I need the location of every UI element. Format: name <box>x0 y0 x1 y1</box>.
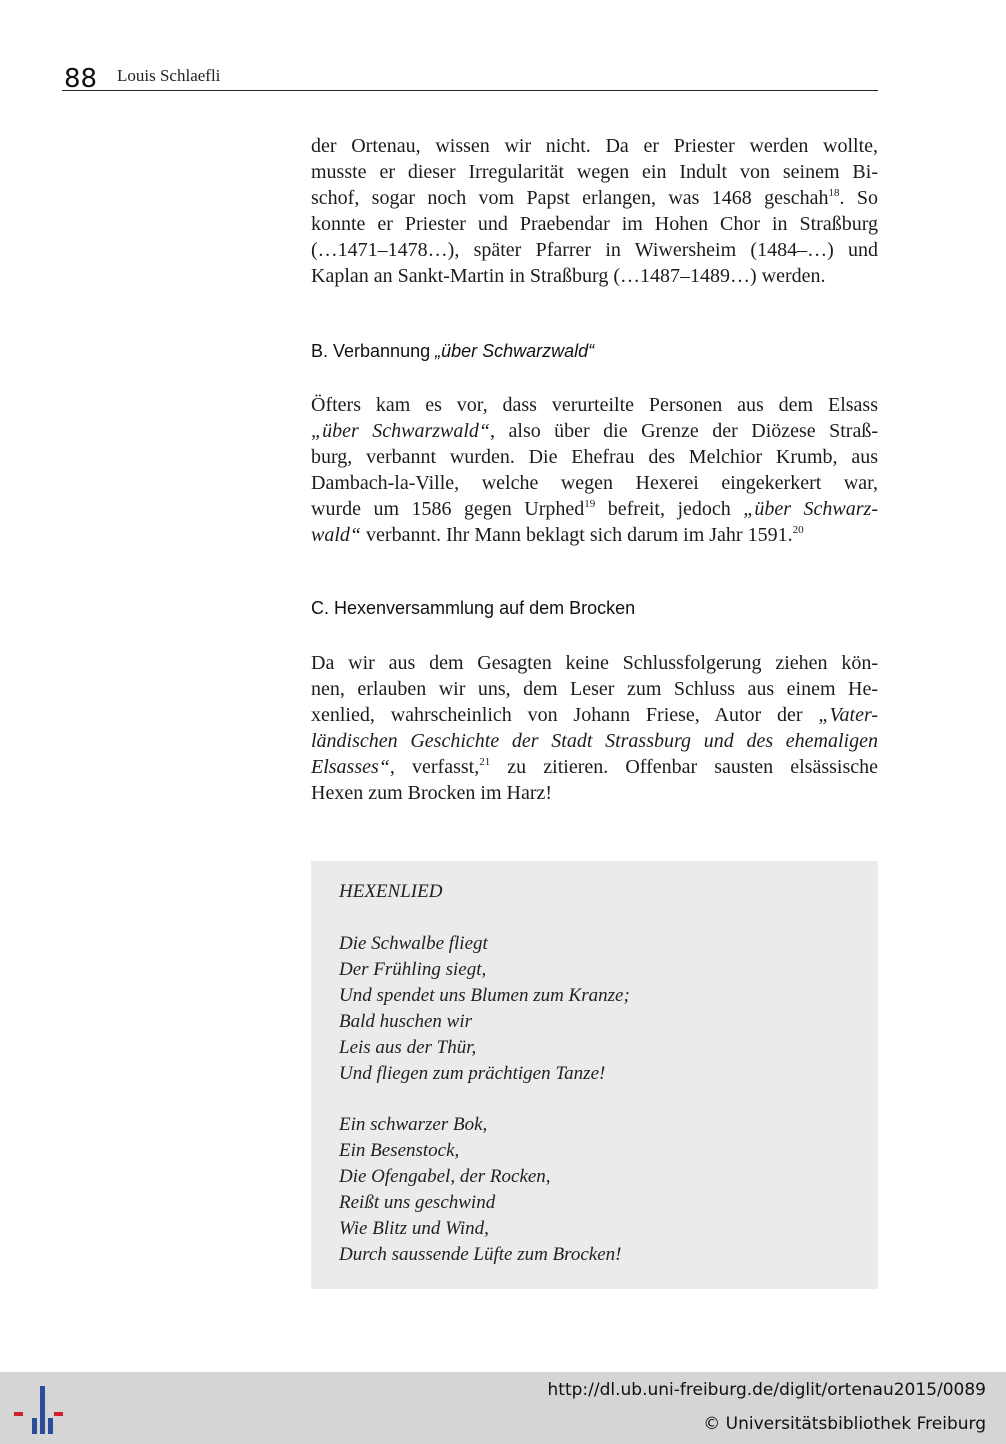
footnote-ref[interactable]: 20 <box>792 524 804 536</box>
footnote-ref[interactable]: 19 <box>584 498 596 510</box>
footnote-ref[interactable]: 21 <box>479 756 491 768</box>
poem-line: Und spendet uns Blumen zum Kranze; <box>339 985 630 1006</box>
intro-paragraph <box>311 133 878 289</box>
text-line: wurde um 1586 gegen Urphed$^{19}$ befreit, jedoch „über Schwarz- <box>311 498 878 520</box>
text-line: der Ortenau, wissen wir nicht. Da er Priester werden wollte, <box>311 135 878 157</box>
text-line: wald“ verbannt. Ihr Mann beklagt sich darum im Jahr 1591.20 <box>311 524 804 546</box>
text-line: ländischen Geschichte der Stadt Strassburg und des ehemaligen <box>311 730 878 752</box>
text-line: Da wir aus dem Gesagten keine Schlussfolgerung ziehen kön- <box>311 652 878 674</box>
poem-line: Die Ofengabel, der Rocken, <box>339 1166 551 1187</box>
poem-box <box>311 861 878 1289</box>
page-number: 88 <box>64 64 98 94</box>
text-line: burg, verbannt wurden. Die Ehefrau des Melchior Krumb, aus <box>311 446 878 468</box>
section-b-heading: B. Verbannung „über Schwarzwald“ <box>311 341 595 361</box>
poem-line: Leis aus der Thür, <box>339 1037 477 1058</box>
poem-line: Wie Blitz und Wind, <box>339 1218 489 1239</box>
text-line: (…1471–1478…), später Pfarrer in Wiwersheim (1484–…) und <box>311 239 878 261</box>
section-c-heading: C. Hexenversammlung auf dem Brocken <box>311 598 636 618</box>
poem-line: Ein schwarzer Bok, <box>339 1114 488 1135</box>
poem-line: Bald huschen wir <box>339 1011 472 1032</box>
text-line: konnte er Priester und Praebendar im Hohen Chor in Straßburg <box>311 213 878 235</box>
section-c-paragraph <box>311 650 878 806</box>
poem-line: Reißt uns geschwind <box>339 1192 496 1213</box>
poem-line: Der Frühling siegt, <box>339 959 487 980</box>
text-line: schof, sogar noch vom Papst erlangen, was 1468 geschah$^{18}$. So <box>311 187 878 209</box>
section-b-paragraph <box>311 392 878 548</box>
poem-line: Durch saussende Lüfte zum Brocken! <box>339 1244 622 1265</box>
text-line: Elsasses“, verfasst,$^{21}$ zu zitieren. Offenbar sausten elsässische <box>311 756 878 778</box>
text-line: musste er dieser Irregularität wegen ein Indult von seinem Bi- <box>311 161 878 183</box>
poem-line: Die Schwalbe fliegt <box>339 933 488 954</box>
text-line: Hexen zum Brocken im Harz! <box>311 782 553 804</box>
running-author: Louis Schlaefli <box>117 66 221 85</box>
text-line: Öfters kam es vor, dass verurteilte Personen aus dem Elsass <box>311 394 878 416</box>
footnote-ref[interactable]: 18 <box>828 187 840 199</box>
permalink-url[interactable]: http://dl.ub.uni-freiburg.de/diglit/ortenau2015/0089 <box>547 1380 986 1400</box>
poem-line: Ein Besenstock, <box>339 1140 460 1161</box>
library-logo-icon <box>12 1382 64 1438</box>
poem-line: Und fliegen zum prächtigen Tanze! <box>339 1063 606 1084</box>
footer-bar <box>0 1372 1006 1444</box>
copyright-notice: © Universitätsbibliothek Freiburg <box>703 1414 986 1434</box>
text-line: „über Schwarzwald“, also über die Grenze der Diözese Straß- <box>311 420 878 442</box>
text-line: Kaplan an Sankt-Martin in Straßburg (…1487–1489…) werden. <box>311 265 826 287</box>
text-line: xenlied, wahrscheinlich von Johann Friese, Autor der „Vater- <box>311 704 878 726</box>
poem-title: HEXENLIED <box>339 881 443 902</box>
running-header <box>62 60 878 94</box>
text-line: nen, erlauben wir uns, dem Leser zum Schluss aus einem He- <box>311 678 878 700</box>
text-line: Dambach-la-Ville, welche wegen Hexerei eingekerkert war, <box>311 472 878 494</box>
